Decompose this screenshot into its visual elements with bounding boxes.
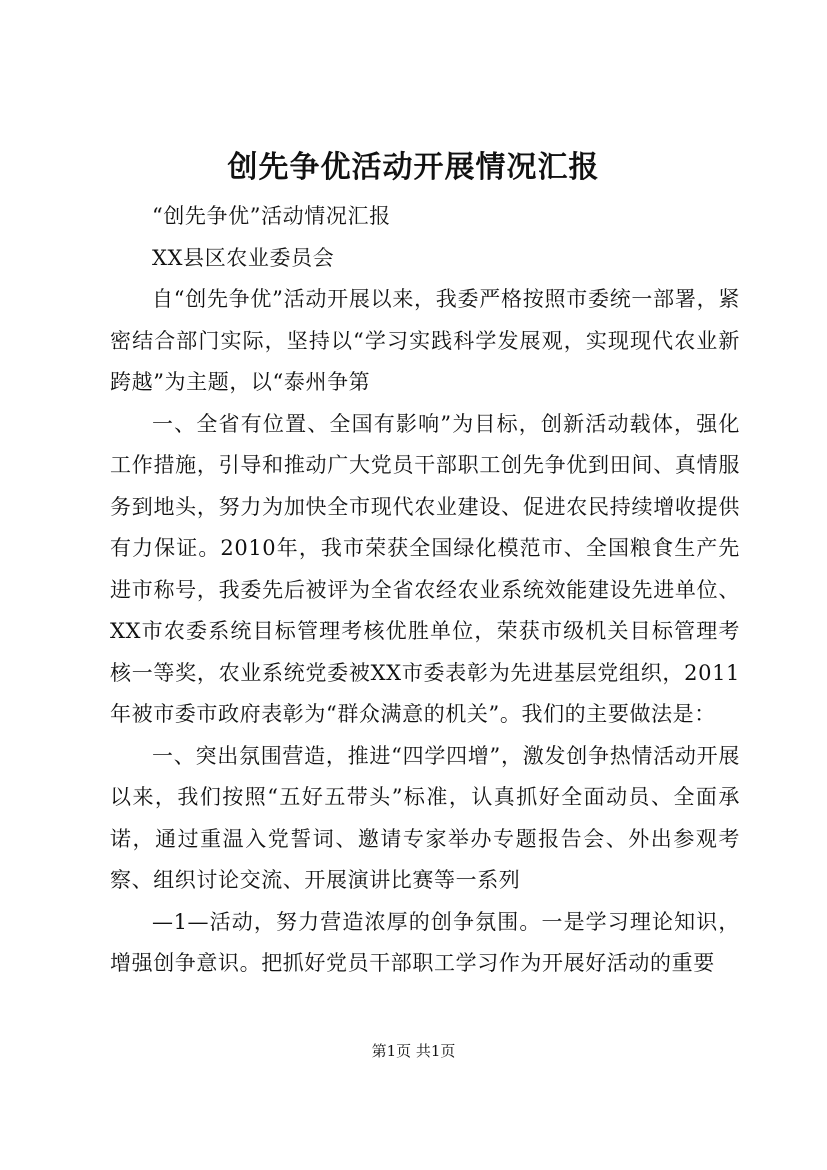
section-one-paragraph: 一、突出氛围营造，推进“四学四增”，激发创争热情活动开展以来，我们按照“五好五带头”标准，认真抓好全面动员、全面承诺，通过重温入党誓词、邀请专家举办专题报告会、外出参观考察、组织讨论交流、开展演讲比赛等一系列: [110, 743, 740, 892]
activity-paragraph: —1—活动，努力营造浓厚的创争氛围。一是学习理论知识，增强创争意识。把抓好党员干部职工学习作为开展好活动的重要: [110, 909, 740, 975]
page-number-footer: 第1页 共1页: [371, 1042, 456, 1060]
organization-paragraph: XX县区农业委员会: [152, 245, 335, 270]
intro-paragraph: 自“创先争优”活动开展以来，我委严格按照市委统一部署，紧密结合部门实际，坚持以“学习实践科学发展观，实现现代农业新跨越”为主题，以“泰州争第: [110, 287, 740, 394]
document-body: [110, 196, 740, 985]
subtitle-paragraph: “创先争优”活动情况汇报: [152, 204, 391, 228]
goal-paragraph: 一、全省有位置、全国有影响”为目标，创新活动载体，强化工作措施，引导和推动广大党员干部职工创先争优到田间、真情服务到地头，努力为加快全市现代农业建设、促进农民持续增收提供有力保证。2010年，我市荣获全国绿化模范市、全国粮食生产先进市称号，我委先后被评为全省农经农业系统效能建设先进单位、XX市农委系统目标管理考核优胜单位，荣获市级机关目标管理考核一等奖，农业系统党委被XX市委表彰为先进基层党组织，2011年被市委市政府表彰为“群众满意的机关”。我们的主要做法是：: [110, 411, 740, 726]
document-title: 创先争优活动开展情况汇报: [227, 150, 600, 185]
